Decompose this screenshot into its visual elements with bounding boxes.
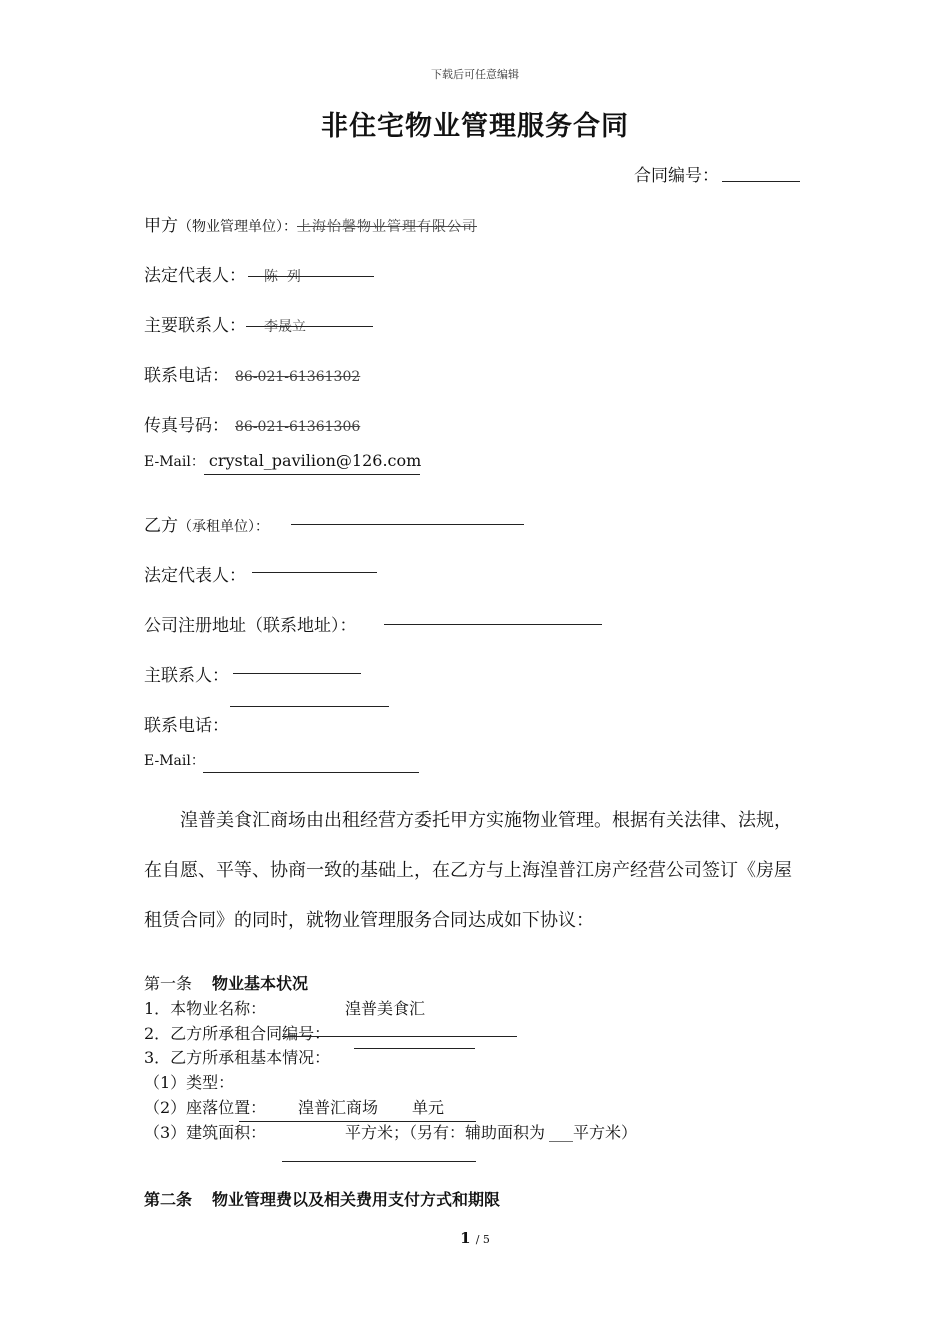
- contract-no-label: 合同编号：: [634, 166, 719, 186]
- article1-sub3-label: （3）建筑面积：: [144, 1123, 267, 1142]
- page-current: 1: [460, 1229, 471, 1247]
- article1-sub1-label: （1）类型：: [144, 1073, 235, 1092]
- party-b-contact-blank: [233, 673, 361, 674]
- party-a-contact-value: 李晟立: [264, 319, 306, 335]
- party-a-legal-rep-value: 陈 列: [264, 269, 301, 285]
- party-a-email-value: crystal_pavilion@126.com: [208, 451, 422, 470]
- article1-item1-value: 湟普美食汇: [345, 999, 426, 1018]
- document-title: 非住宅物业管理服务合同: [321, 111, 629, 142]
- party-a-label-main: 甲方: [144, 216, 178, 236]
- party-a-legal-rep: [144, 261, 301, 286]
- party-b-name-blank: [291, 524, 524, 525]
- party-b-contact-label: 主联系人：: [144, 666, 229, 686]
- party-a-contact-underline: [246, 326, 373, 327]
- contract-no-blank: [722, 181, 800, 182]
- article1-item1-label: 1．本物业名称：: [144, 999, 267, 1018]
- article2-heading: [144, 1187, 500, 1210]
- party-a-legal-rep-label: 法定代表人：: [144, 266, 246, 286]
- party-b-label-sub: （承租单位）：: [178, 519, 269, 535]
- party-a-phone-value: 86-021-61361302: [235, 369, 361, 385]
- party-a-fax: [144, 411, 360, 436]
- article1-sub2-value: 湟普汇商场: [298, 1098, 379, 1117]
- party-b-legal-rep-blank: [252, 572, 377, 573]
- article1-item3-label: 3．乙方所承租基本情况：: [144, 1048, 331, 1067]
- party-b-label-main: 乙方: [144, 516, 178, 536]
- party-a-email: [144, 451, 421, 471]
- party-b-address-label: 公司注册地址（联系地址）：: [144, 616, 357, 636]
- party-a-label-sub: （物业管理单位）：: [178, 219, 297, 235]
- article1-item2-blank: [282, 1036, 517, 1037]
- party-a-legal-rep-underline: [248, 276, 374, 277]
- article1-heading: [144, 971, 308, 994]
- article1-sub3-underline: [282, 1161, 476, 1162]
- article1-sub2-label: （2）座落位置：: [144, 1098, 267, 1117]
- article1-item2-label: 2．乙方所承租合同编号：: [144, 1024, 331, 1043]
- party-a-fax-value: 86-021-61361306: [235, 419, 361, 435]
- page-total: / 5: [475, 1233, 490, 1246]
- party-a-name: 上海怡馨物业管理有限公司: [297, 219, 477, 235]
- party-b-phone-label: 联系电话：: [144, 716, 229, 736]
- article1-title: 物业基本状况: [212, 974, 309, 993]
- party-b-email-label: E-Mail：: [144, 753, 205, 769]
- article1-sub2-unit: 单元: [412, 1098, 445, 1117]
- article1-sub3-unit: 平方米；（另有：辅助面积为: [345, 1123, 546, 1142]
- party-a-fax-label: 传真号码：: [144, 416, 229, 436]
- party-a-phone-label: 联系电话：: [144, 366, 229, 386]
- party-a-email-underline: [204, 474, 420, 475]
- party-b-legal-rep-label: 法定代表人：: [144, 566, 246, 586]
- article2-title: 物业管理费以及相关费用支付方式和期限: [212, 1190, 501, 1209]
- article1-sub3-tail: 平方米）: [573, 1123, 638, 1142]
- page-number: [0, 1229, 950, 1247]
- party-a-email-label: E-Mail：: [144, 454, 205, 470]
- party-b-label: [144, 511, 269, 536]
- party-a-contact: [144, 311, 306, 336]
- preamble-paragraph: 湟普美食汇商场由出租经营方委托甲方实施物业管理。根据有关法律、法规，在自愿、平等、协商一致的基础上，在乙方与上海湟普江房产经营公司签订《房屋租赁合同》的同时，就物业管理服务合同达成如下协议：: [144, 810, 792, 931]
- article2-number: 第二条: [144, 1190, 193, 1209]
- party-a-phone: [144, 361, 360, 386]
- party-b-email-blank: [203, 772, 419, 773]
- article1-item3-blank: [354, 1048, 475, 1049]
- party-b-address-blank: [384, 624, 602, 625]
- article1-sub3-blank: ___: [549, 1123, 574, 1142]
- party-b-phone-blank: [230, 706, 389, 707]
- article1-number: 第一条: [144, 974, 193, 993]
- party-a-label: [144, 211, 477, 236]
- party-a-contact-label: 主要联系人：: [144, 316, 246, 336]
- header-note: 下载后可任意编辑: [431, 68, 519, 81]
- article1-sub3-text: [345, 1120, 637, 1143]
